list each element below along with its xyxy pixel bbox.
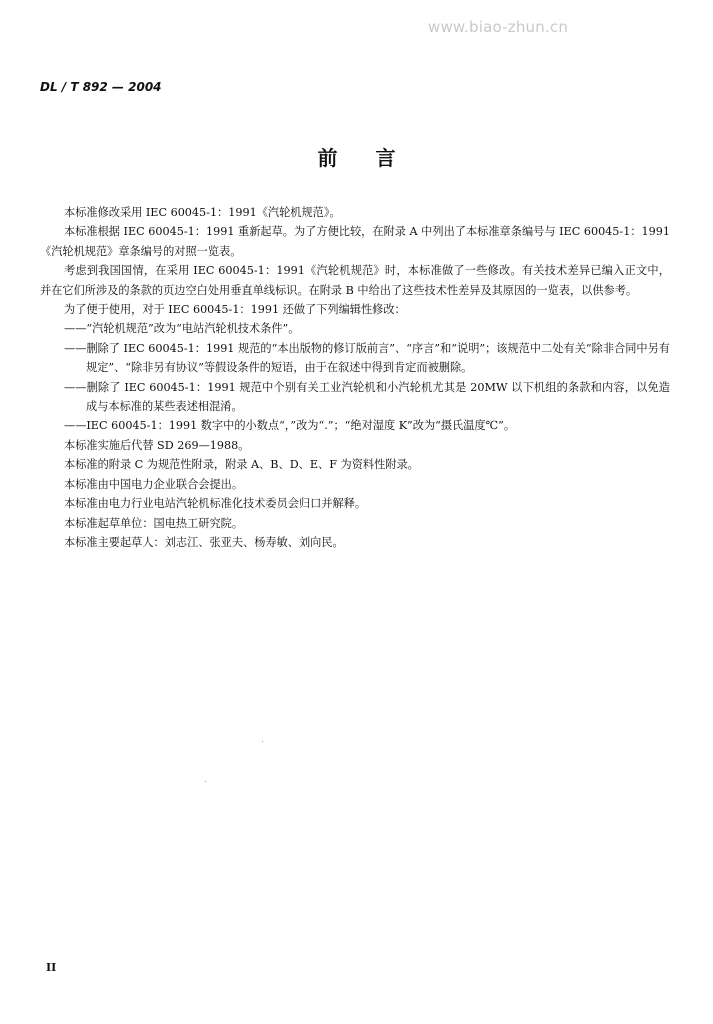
dash-list-item: ——“汽轮机规范”改为“电站汽轮机技术条件”。 bbox=[64, 322, 300, 336]
paragraph: 本标准主要起草人：刘志江、张亚夫、杨寿敏、刘向民。 bbox=[64, 535, 344, 549]
paragraph: 考虑到我国国情，在采用 IEC 60045-1：1991《汽轮机规范》时，本标准做了一些修改。有关技术差异已编入正文中，并在它们所涉及的条款的页边空白处用垂直单线标识。在附录 B 中给出了这些技术性差异及其原因的一览表，以供参考。 bbox=[40, 264, 670, 297]
paragraph: 本标准根据 IEC 60045-1：1991 重新起草。为了方便比较，在附录 A 中列出了本标准章条编号与 IEC 60045-1：1991《汽轮机规范》章条编号的对照一览表。 bbox=[40, 225, 670, 258]
paragraph: 本标准修改采用 IEC 60045-1：1991《汽轮机规范》。 bbox=[64, 206, 341, 219]
standard-number: DL / T 892 — 2004 bbox=[40, 80, 162, 94]
scan-speck bbox=[205, 781, 206, 782]
dash-list-item: ——删除了 IEC 60045-1：1991 规范中个别有关工业汽轮机和小汽轮机尤其是 20MW 以下机组的条款和内容，以免造成与本标准的某些表述相混淆。 bbox=[64, 380, 670, 414]
paragraph: 本标准起草单位：国电热工研究院。 bbox=[64, 516, 244, 530]
watermark-url: www.biao-zhun.cn bbox=[428, 18, 569, 36]
foreword-body bbox=[40, 203, 670, 552]
scan-speck bbox=[262, 741, 263, 742]
dash-list-item: ——删除了 IEC 60045-1：1991 规范的“本出版物的修订版前言”、“序言”和“说明”；该规范中二处有关“除非合同中另有规定”、“除非另有协议”等假设条件的短语，由于在叙述中得到肯定而被删除。 bbox=[64, 341, 670, 375]
paragraph: 本标准由中国电力企业联合会提出。 bbox=[64, 477, 244, 491]
page-number: II bbox=[46, 961, 57, 974]
dash-list-item: ——IEC 60045-1：1991 数字中的小数点“，”改为“.”；“绝对湿度 K”改为“摄氏温度℃”。 bbox=[64, 419, 516, 433]
paragraph: 本标准由电力行业电站汽轮机标准化技术委员会归口并解释。 bbox=[64, 497, 367, 511]
paragraph: 本标准实施后代替 SD 269—1988。 bbox=[64, 438, 250, 452]
paragraph: 本标准的附录 C 为规范性附录，附录 A、B、D、E、F 为资料性附录。 bbox=[64, 458, 419, 472]
paragraph: 为了便于使用，对于 IEC 60045-1：1991 还做了下列编辑性修改： bbox=[64, 303, 406, 317]
page-title: 前言 bbox=[317, 146, 434, 170]
